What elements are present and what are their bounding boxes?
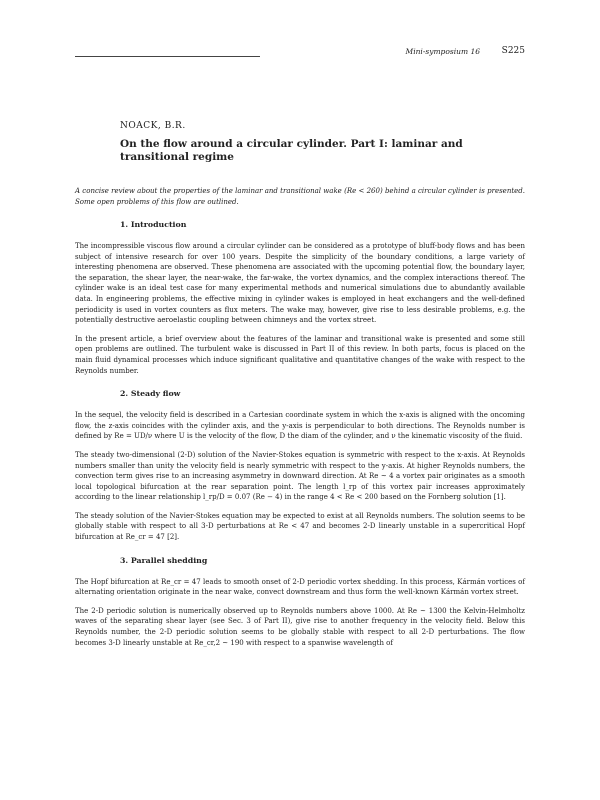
paragraph: The Hopf bifurcation at Re_cr = 47 leads to smooth onset of 2-D periodic vortex shedding. In this process, Kármán vortices of alternating orientation originate in the near wake, convect downstream and thus form the well-known Kármán vortex street. [75, 577, 525, 597]
paragraph: The steady solution of the Navier-Stokes equation may be expected to exist at all Reynolds numbers. The solution seems to be globally stable with respect to all 3-D perturbations at Re < 47 and becomes 2-D linearly unstable in a supercritical Hopf bifurcation at Re_cr = 47 [2]. [75, 511, 525, 542]
author: NOACK, B.R. [120, 121, 186, 131]
header-rule [75, 56, 260, 57]
section-heading-introduction: 1. Introduction [120, 220, 187, 229]
paragraph: In the sequel, the velocity field is described in a Cartesian coordinate system in which the x-axis is aligned with the oncoming flow, the z-axis coincides with the cylinder axis, and the y-axis is perpendicular to both directions. The Reynolds number is defined by Re = UD/ν where U is the velocity of the flow, D the diam of the cylinder, and ν the kinematic viscosity of the fluid. [75, 411, 525, 441]
paragraph: The incompressible viscous flow around a circular cylinder can be considered as a prototype of bluff-body flows and has been subject of intensive research for over 100 years. Despite the simplicity of the boundary conditions, a large variety of interesting phenomena are observed. These phenomena are associated with the upcoming potential flow, the boundary layer, the separation, the shear layer, the near-wake, the far-wake, the vortex dynamics, and the complex interactions thereof. The cylinder wake is an ideal test case for many experimental methods and numerical simulations due to abundantly available data. In engineering problems, the effective mixing in cylinder wakes is employed in heat exchangers and the well-defined periodicity is used in vortex counters as flux meters. The wake may, however, give rise to less desirable problems, e.g. the potentially destructive aeroelastic coupling between chimneys and the vortex street. [75, 242, 525, 325]
paragraph: In the present article, a brief overview about the features of the laminar and transitional wake is presented and some still open problems are outlined. The turbulent wake is discussed in Part II of this review. In both parts, focus is placed on the main fluid dynamical processes which induce significant qualitative and quantitative changes of the wake with respect to the Reynolds number. [75, 334, 525, 375]
section-heading-parallel-shedding: 3. Parallel shedding [120, 555, 208, 565]
paragraph: The steady two-dimensional (2-D) solution of the Navier-Stokes equation is symmetric with respect to the x-axis. At Reynolds numbers smaller than unity the velocity field is nearly symmetric with respect to the y-axis. At higher Reynolds numbers, the convection term gives rise to an increasing asymmetry in downward direction. At Re ~ 4 a vortex pair originates as a smooth local topological bifurcation at the rear separation point. The length l_rp of this vortex pair increases approximately according to the linear relationship l_rp/D = 0.07 (Re − 4) in the range 4 < Re < 200 based on the Fornberg solution [1]. [75, 450, 525, 502]
paragraph: The 2-D periodic solution is numerically observed up to Reynolds numbers above 1000. At Re ~ 1300 the Kelvin-Helmholtz waves of the separating shear layer (see Sec. 3 of Part II), give rise to another frequency in the velocity field. Below this Reynolds number, the 2-D periodic solution seems to be globally stable with respect to all 2-D perturbations. The flow becomes 3-D linearly unstable at Re_cr,2 ~ 190 with respect to a spanwise wavelength of [75, 606, 525, 647]
abstract: A concise review about the properties of the laminar and transitional wake (Re < 260) behind a circular cylinder is presented. Some open problems of this flow are outlined. [75, 187, 525, 206]
page-header [75, 45, 525, 59]
page-number: S225 [501, 46, 525, 56]
section-heading-steady-flow: 2. Steady flow [120, 389, 181, 399]
article-body [75, 121, 525, 656]
journal-name: Mini-symposium 16 [405, 47, 480, 56]
article-title: On the flow around a circular cylinder. Part I: laminar and transitional regime [120, 138, 463, 163]
